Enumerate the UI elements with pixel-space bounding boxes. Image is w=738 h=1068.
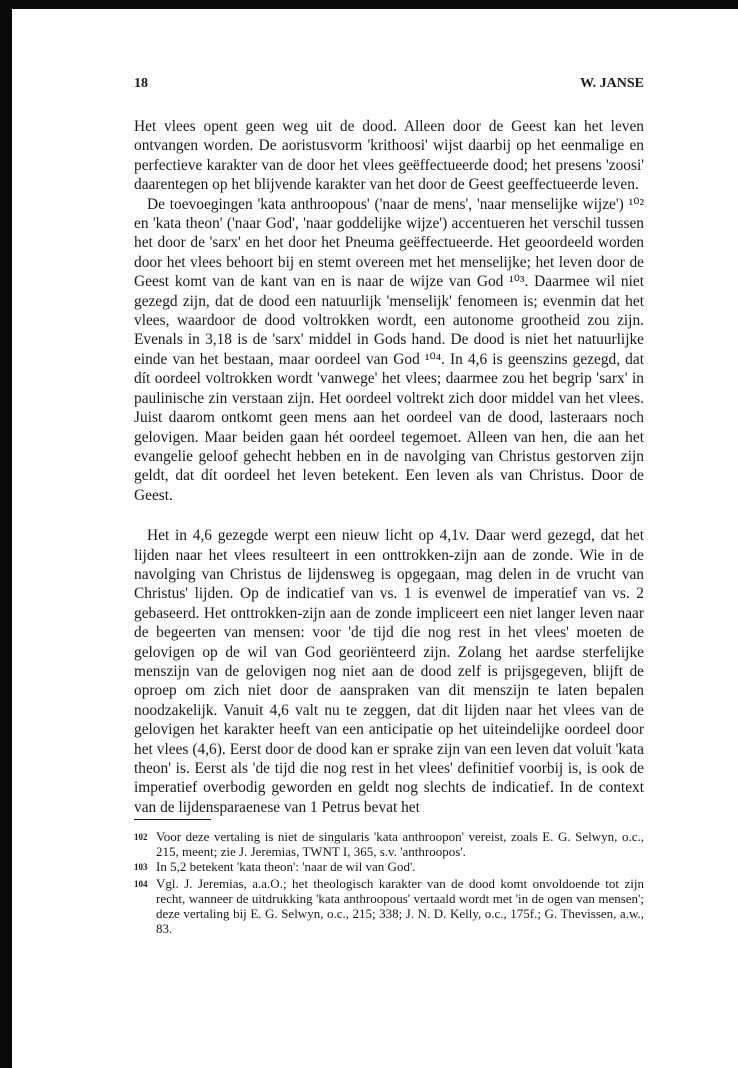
footnote-number: 104 <box>134 878 148 889</box>
body-text <box>134 117 644 817</box>
scan-edge-left <box>0 0 12 1068</box>
footnote <box>134 859 644 875</box>
page-number: 18 <box>134 76 148 91</box>
footnote <box>134 876 644 937</box>
footnote-number: 102 <box>134 832 148 842</box>
scan-edge-top <box>0 0 738 9</box>
paragraph: De toevoegingen 'kata anthroopous' ('naar de mens', 'naar menselijke wijze') ¹⁰² en 'kata theon' ('naar God', 'naar goddelijke wijze') accentueren het verschil tussen het door de 'sarx' en het door het Pneuma geëffectueerde. Het geoordeeld worden door het vlees behoort bij en stemt overeen met het menselijke; het leven door de Geest komt van de kant van en is naar de wijze van God ¹⁰³. Daarmee wil niet gezegd zijn, dat de dood een natuurlijk 'menselijk' fenomeen is; evenmin dat het vlees, waardoor de dood voltrokken wordt, een autonome grootheid zou zijn. Evenals in 3,18 is de 'sarx' middel in Gods hand. De dood is niet het natuurlijke einde van het bestaan, maar oordeel van God ¹⁰⁴. In 4,6 is geenszins gezegd, dat dít oordeel voltrokken wordt 'vanwege' het vlees; daarmee zou het begrip 'sarx' in paulinische zin verstaan zijn. Het oordeel voltrekt zich door middel van het vlees. Juist daarom ontkomt geen mens aan het oordeel van de dood, lasteraars noch gelovigen. Maar beiden gaan hét oordeel tegemoet. Alleen van hen, die aan het evangelie geloof gehecht hebben en in de navolging van Christus gestorven zijn geldt, dat dít oordeel het leven betekent. Een leven als van Christus. Door de Geest. <box>134 195 644 504</box>
footnote-number: 103 <box>134 862 148 873</box>
footnote-rule <box>134 819 211 820</box>
paragraph: Het vlees opent geen weg uit de dood. Alleen door de Geest kan het leven ontvangen worden. De aoristusvorm 'krithoosi' wijst daarbij op het eenmalige en perfectieve karakter van de door het vlees geëffectueerde dood; het presens 'zoosi' daarentegen op het blijvende karakter van het door de Geest geeffectueerde leven. <box>134 118 644 194</box>
footnotes <box>134 819 644 936</box>
footnote-text: In 5,2 betekent 'kata theon': 'naar de wil van God'. <box>156 859 416 875</box>
footnote-text: Voor deze vertaling is niet de singularis 'kata anthroopon' vereist, zoals E. G. Selwyn, o.c., 215, meent; zie J. Jeremias, TWNT I, 365, s.v. 'anthroopos'. <box>156 829 644 860</box>
footnote <box>134 829 644 859</box>
paragraph: Het in 4,6 gezegde werpt een nieuw licht op 4,1v. Daar werd gezegd, dat het lijden naar het vlees resulteert in een onttrokken-zijn aan de zonde. Wie in de navolging van Christus de lijdensweg is opgegaan, mag delen in de vrucht van Christus' lijden. Op de indicatief van vs. 1 is evenwel de imperatief van vs. 2 gebaseerd. Het onttrokken-zijn aan de zonde impliceert een niet langer leven naar de begeerten van mensen: voor 'de tijd die nog rest in het vlees' moeten de gelovigen op de wil van God georiënteerd zijn. Zolang het aardse sterfelijke menszijn van de gelovigen nog niet aan de dood zelf is prijsgegeven, blijft de oproep om zich niet door de aanspraken van dit menszijn te laten bepalen noodzakelijk. Vanuit 4,6 valt nu te zeggen, dat dit lijden naar het vlees van de gelovigen het karakter heeft van een anticipatie op het uiteindelijke oordeel door het vlees (4,6). Eerst door de dood kan er sprake zijn van een leven dat voluit 'kata theon' is. Eerst als 'de tijd die nog rest in het vlees' definitief voorbij is, is ook de imperatief overbodig geworden en geldt nog slechts de indicatief. In de context van de lijdensparaenese van 1 Petrus bevat het <box>134 527 644 816</box>
footnote-text: Vgl. J. Jeremias, a.a.O.; het theologisch karakter van de dood komt onvoldoende tot zijn recht, wanneer de uitdrukking 'kata anthroopous' vertaald wordt met 'in de ogen van mensen'; deze vertaling bij E. G. Selwyn, o.c., 215; 338; J. N. D. Kelly, o.c., 175f.; G. Thevissen, a.w., 83. <box>156 875 644 937</box>
page-header <box>134 76 644 96</box>
running-head: W. JANSE <box>579 76 644 91</box>
